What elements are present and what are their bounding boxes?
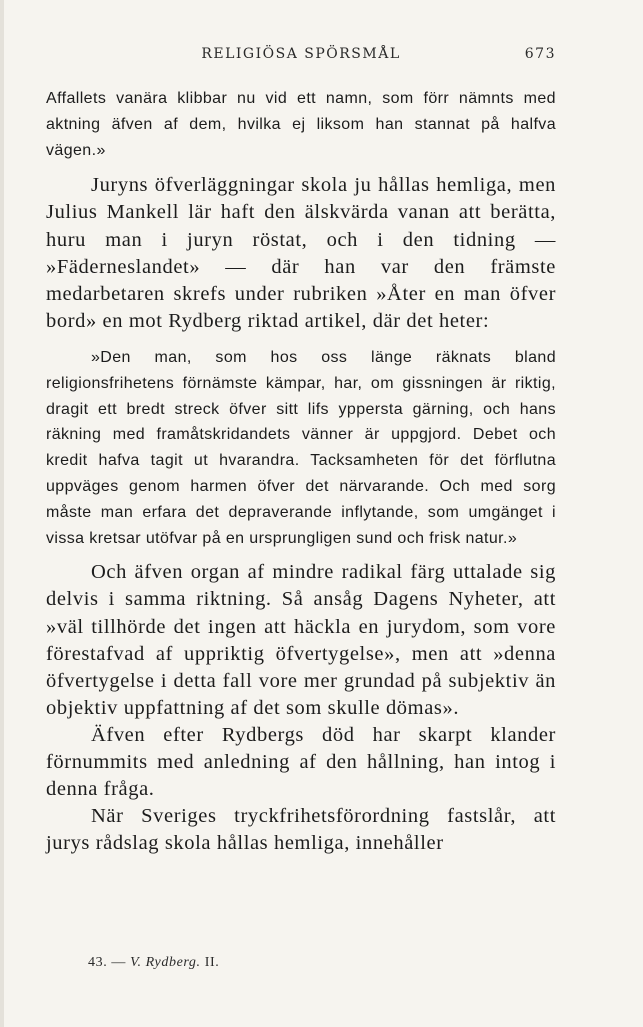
page-number: 673 — [524, 46, 556, 62]
paragraph-quote-end: Affallets vanära klibbar nu vid ett namn, som förr nämnts med aktning äfven af dem, hvilka ej liksom han stannat på halfva vägen.» — [46, 90, 556, 159]
paragraph-other-organs: Och äfven organ af mindre radikal färg uttalade sig delvis i samma riktning. Så ansåg Dagens Nyheter, att »väl tillhörde det ingen att häckla en jurydom, som vore förestafvad af uppriktig öfvertygelse», men att »denna öfvertygelse i detta fall vore mer grundad på subjektiv än objektiv uppfattning af det som skulle dömas». — [46, 561, 556, 719]
signature-volume: II. — [204, 955, 220, 970]
signature-mark: 43. — — [88, 955, 126, 970]
printer-signature — [88, 955, 219, 971]
paragraph-newspaper-quote: »Den man, som hos oss länge räknats bland religionsfrihetens förnämste kämpar, har, om gissningen är riktig, dragit ett bredt streck öfver sitt lifs yppersta gärning, och hans räkning med framåtskridandets vänner är uppgjord. Debet och kredit hafva tagit ut hvarandra. Tacksamheten för det förflutna uppväges genom harmen öfver det närvarande. Och med sorg måste man erfara det depraverande inflytande, som umgänget i vissa kretsar utöfvar på en ursprungligen sund och frisk natur.» — [46, 348, 556, 547]
page-body — [46, 86, 556, 857]
paragraph-jury-deliberations: Juryns öfverläggningar skola ju hållas hemliga, men Julius Mankell lär haft den älskvärda vanan att berätta, huru man i juryn röstat, och i den tidning — »Fäderneslandet» — där han var den främste medarbetaren skrefs under rubriken »Åter en man öfver bord» en mot Rydberg riktad artikel, där det heter: — [46, 174, 556, 332]
paragraph-after-death: Äfven efter Rydbergs död har skarpt klander förnummits med anledning af den hållning, han intog i denna fråga. — [46, 723, 556, 801]
signature-author: V. Rydberg. — [130, 955, 201, 970]
running-header — [46, 46, 556, 68]
page-edge — [0, 0, 4, 1027]
paragraph-press-freedom: När Sveriges tryckfrihetsförordning fastslår, att jurys rådslag skola hållas hemliga, innehåller — [46, 805, 556, 855]
running-title: RELIGIÖSA SPÖRSMÅL — [201, 46, 401, 62]
